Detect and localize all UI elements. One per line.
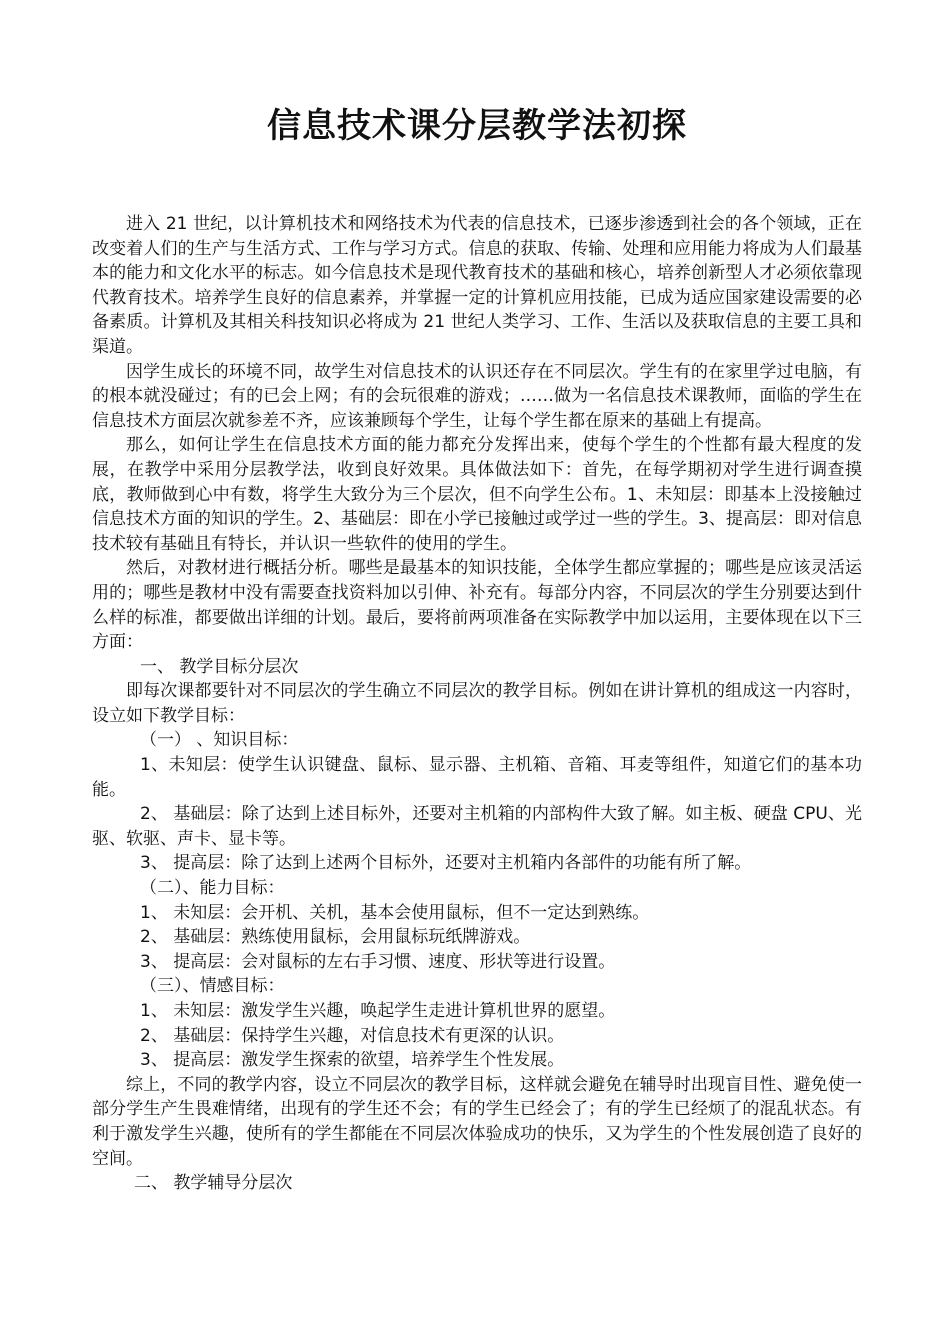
emotion-goal-1: 1、 未知层：激发学生兴趣，唤起学生走进计算机世界的愿望。 — [140, 1001, 616, 1021]
document-title: 信息技术课分层教学法初探 — [267, 106, 687, 146]
knowledge-goal-1: 1、未知层：使学生认识键盘、鼠标、显示器、主机箱、音箱、耳麦等组件，知道它们的基本功能。 — [92, 755, 862, 800]
paragraph-intro: 进入 21 世纪，以计算机技术和网络技术为代表的信息技术，已逐步渗透到社会的各个领域，正在改变着人们的生产与生活方式、工作与学习方式。信息的获取、传输、处理和应用能力将成为人们最基本的能力和文化水平的标志。如今信息技术是现代教育技术的基础和核心，培养创新型人才必须依靠现代教育技术。培养学生良好的信息素养，并掌握一定的计算机应用技能，已成为适应国家建设需要的必备素质。计算机及其相关科技知识必将成为 21 世纪人类学习、工作、生活以及获取信息的主要工具和渠道。 — [92, 214, 862, 357]
ability-goals-heading: （二）、能力目标： — [140, 878, 285, 899]
paragraph-goals-intro: 即每次课都要针对不同层次的学生确立不同层次的教学目标。例如在讲计算机的组成这一内容时，设立如下教学目标： — [92, 681, 862, 726]
knowledge-goals-heading: （一） 、知识目标： — [140, 730, 299, 751]
paragraph-student-levels: 因学生成长的环境不同，故学生对信息技术的认识还存在不同层次。学生有的在家里学过电脑，有的根本就没碰过；有的已会上网；有的会玩很难的游戏；……做为一名信息技术课教师，面临的学生在信息技术方面层次就参差不齐，应该兼顾每个学生，让每个学生都在原来的基础上有提高。 — [92, 361, 862, 431]
emotion-goal-3: 3、 提高层：激发学生探索的欲望，培养学生个性发展。 — [140, 1050, 565, 1071]
ability-goal-2: 2、 基础层：熟练使用鼠标，会用鼠标玩纸牌游戏。 — [140, 927, 531, 948]
document-page — [92, 98, 862, 1196]
ability-goal-3: 3、 提高层：会对鼠标的左右手习惯、速度、形状等进行设置。 — [140, 951, 616, 972]
paragraph-summary: 综上，不同的教学内容，设立不同层次的教学目标，这样就会避免在辅导时出现盲目性、避免使一部分学生产生畏难情绪，出现有的学生还不会；有的学生已经会了；有的学生已经烦了的混乱状态。有利于激发学生兴趣，使所有的学生都能在不同层次体验成功的快乐，又为学生的个性发展创造了良好的空间。 — [92, 1074, 862, 1169]
emotion-goal-2: 2、 基础层：保持学生兴趣，对信息技术有更深的认识。 — [140, 1025, 565, 1046]
document-body — [92, 212, 862, 1196]
paragraph-material-analysis: 然后，对教材进行概括分析。哪些是最基本的知识技能，全体学生都应掌握的；哪些是应该灵活运用的；哪些是教材中没有需要查找资料加以引伸、补充有。每部分内容，不同层次的学生分别要达到什么样的标准，都要做出详细的计划。最后，要将前两项准备在实际教学中加以运用，主要体现在以下三方面： — [92, 558, 862, 653]
ability-goal-1: 1、 未知层：会开机、关机，基本会使用鼠标，但不一定达到熟练。 — [140, 902, 650, 923]
section-heading-2: 二、 教学辅导分层次 — [134, 1173, 293, 1194]
knowledge-goal-2: 2、 基础层：除了达到上述目标外，还要对主机箱的内部构件大致了解。如主板、硬盘 CPU、光驱、软驱、声卡、显卡等。 — [92, 804, 862, 849]
emotion-goals-heading: （三）、情感目标： — [140, 976, 285, 997]
knowledge-goal-3: 3、 提高层：除了达到上述两个目标外，还要对主机箱内各部件的功能有所了解。 — [140, 853, 752, 874]
paragraph-method: 那么，如何让学生在信息技术方面的能力都充分发挥出来，使每个学生的个性都有最大程度的发展，在教学中采用分层教学法，收到良好效果。具体做法如下：首先，在每学期初对学生进行调查摸底，教师做到心中有数，将学生大致分为三个层次，但不向学生公布。1、未知层：即基本上没接触过信息技术方面的知识的学生。2、基础层：即在小学已接触过或学过一些的学生。3、提高层：即对信息技术较有基础且有特长，并认识一些软件的使用的学生。 — [92, 435, 862, 554]
section-heading-1: 一、 教学目标分层次 — [140, 656, 299, 677]
